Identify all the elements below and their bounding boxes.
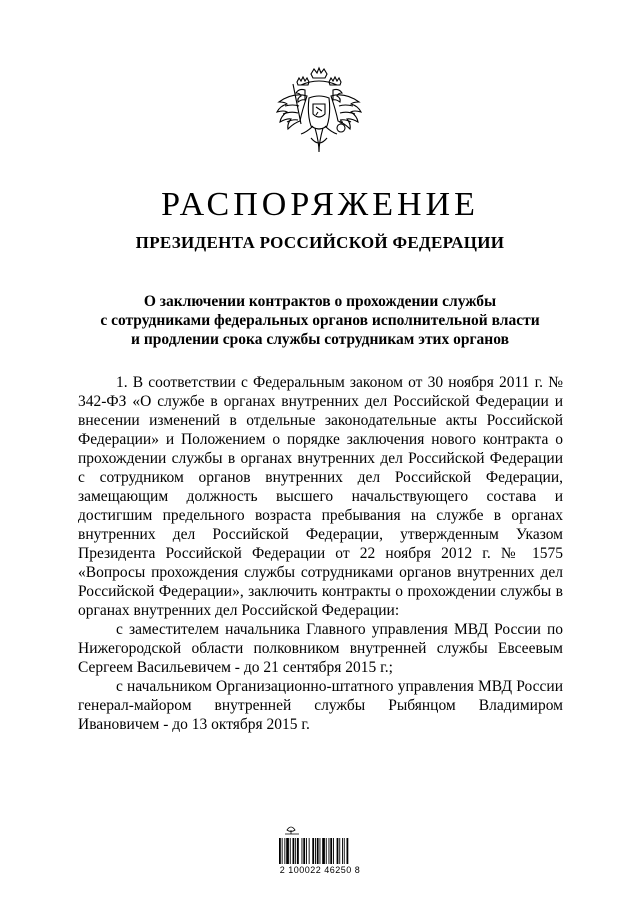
body-paragraph: 1. В соответствии с Федеральным законом от 30 ноября 2011 г. № 342-ФЗ «О службе в органах внутренних дел Российской Федерации и внесении изменений в отдельные законодательные акты Российской Федерации» и Положением о порядке заключения нового контракта о прохождении службы в органах внутренних дел Российской Федерации с сотрудником органов внутренних дел Российской Федерации, замещающим должность высшего начальствующего состава и достигшим предельного возраста пребывания на службе в органах внутренних дел Российской Федерации, утвержденным Указом Президента Российской Федерации от 22 ноября 2012 г. № 1575 «Вопросы прохождения службы сотрудниками органов внутренних дел Российской Федерации», заключить контракты о прохождении службы в органах внутренних дел Российской Федерации: xyxy=(78,374,563,619)
body-paragraph: с заместителем начальника Главного управления МВД России по Нижегородской области полковником внутренней службы Евсеевым Сергеем Васильевичем - до 21 сентября 2015 г.; xyxy=(78,621,563,676)
barcode-number: 2 100022 46250 8 xyxy=(279,865,361,875)
heading-line: с сотрудниками федеральных органов исполнительной власти xyxy=(100,312,540,329)
heading-line: и продлении срока службы сотрудникам этих органов xyxy=(131,331,509,348)
document-body xyxy=(78,373,563,734)
document-heading xyxy=(60,292,580,349)
russian-coat-of-arms-icon xyxy=(271,66,367,164)
heading-line: О заключении контрактов о прохождении службы xyxy=(143,293,497,310)
document-title: РАСПОРЯЖЕНИЕ xyxy=(161,186,479,223)
document-subtitle: ПРЕЗИДЕНТА РОССИЙСКОЙ ФЕДЕРАЦИИ xyxy=(135,233,505,252)
barcode-logo-icon xyxy=(285,827,299,834)
body-paragraph: с начальником Организационно-штатного управления МВД России генерал-майором внутренней службы Рыбянцом Владимиром Ивановичем - до 13 октября 2015 г. xyxy=(78,678,563,733)
